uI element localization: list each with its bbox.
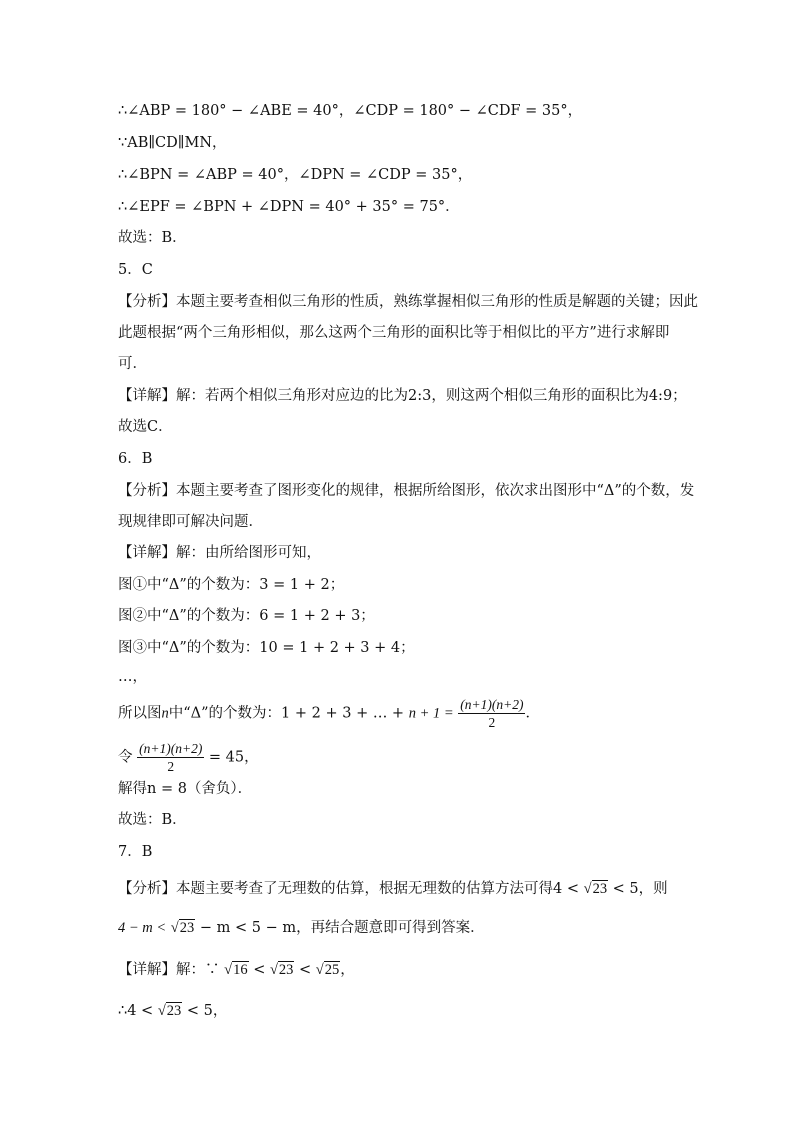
formula-text: < 5，则 bbox=[612, 881, 668, 897]
detail-line: 【详解】解：若两个相似三角形对应边的比为2:3，则这两个相似三角形的面积比为4:9； bbox=[118, 388, 687, 404]
question-number: 7．B bbox=[118, 844, 153, 860]
analysis-line: 此题根据“两个三角形相似，那么这两个三角形的面积比等于相似比的平方”进行求解即 bbox=[118, 325, 670, 341]
analysis-line: 可． bbox=[118, 356, 147, 372]
formula-text: − m < 5 − m，再结合题意即可得到答案． bbox=[199, 920, 485, 936]
formula-text: 令 bbox=[118, 749, 133, 766]
formula-text: ， bbox=[340, 962, 355, 978]
formula-text: 【详解】解：∵ bbox=[118, 962, 220, 978]
sqrt: √23 bbox=[157, 1003, 182, 1019]
formula-line bbox=[118, 740, 698, 775]
sqrt: √23 bbox=[583, 881, 608, 897]
text-line: 故选：B． bbox=[118, 230, 187, 246]
formula-text: 所以图 bbox=[118, 705, 162, 722]
fraction bbox=[458, 696, 525, 731]
text-line: …， bbox=[118, 669, 147, 685]
sqrt: √23 bbox=[170, 920, 195, 936]
text-line: ∵AB∥CD∥MN， bbox=[118, 135, 227, 151]
sqrt: √23 bbox=[269, 962, 294, 978]
formula-text: ． bbox=[525, 705, 540, 722]
formula-text: n + 1 = bbox=[408, 705, 454, 722]
text-line: ∴∠ABP = 180° − ∠ABE = 40°，∠CDP = 180° − ∠CDF = 35°， bbox=[118, 103, 583, 119]
analysis-line: 【分析】本题主要考查相似三角形的性质，熟练掌握相似三角形的性质是解题的关键；因此 bbox=[118, 294, 698, 310]
formula-line bbox=[118, 696, 698, 731]
fraction-numerator: (n+1)(n+2) bbox=[460, 697, 524, 712]
text-line: ∴∠BPN = ∠ABP = 40°，∠DPN = ∠CDP = 35°， bbox=[118, 167, 473, 183]
fraction-denominator: 2 bbox=[167, 759, 175, 774]
text-line: 解得n = 8（舍负）． bbox=[118, 781, 253, 797]
analysis-line: 【分析】本题主要考查了图形变化的规律，根据所给图形，依次求出图形中“Δ”的个数，发 bbox=[118, 483, 695, 499]
fraction bbox=[137, 740, 204, 775]
radicand: 16 bbox=[233, 962, 248, 978]
question-number: 6．B bbox=[118, 451, 153, 467]
radicand: 23 bbox=[166, 1003, 182, 1019]
fraction-numerator: (n+1)(n+2) bbox=[139, 741, 203, 756]
analysis-line bbox=[118, 918, 698, 938]
sqrt: √25 bbox=[315, 962, 340, 978]
formula-text: < bbox=[299, 962, 312, 978]
formula-text: = 45， bbox=[208, 749, 259, 766]
formula-text: < 5， bbox=[186, 1003, 228, 1019]
variable-n: n bbox=[161, 705, 169, 722]
formula-text: < bbox=[253, 962, 266, 978]
detail-line bbox=[118, 960, 698, 980]
radicand: 23 bbox=[592, 881, 608, 897]
analysis-line bbox=[118, 879, 698, 899]
detail-line: 【详解】解：由所给图形可知， bbox=[118, 545, 321, 561]
formula-text: ∴4 < bbox=[118, 1003, 154, 1019]
text-line: 故选：B． bbox=[118, 812, 187, 828]
question-number: 5．C bbox=[118, 262, 153, 278]
formula-text: 【分析】本题主要考查了无理数的估算，根据无理数的估算方法可得4 < bbox=[118, 881, 579, 897]
formula-text: 4 − m < bbox=[118, 920, 167, 936]
radicand: 23 bbox=[179, 920, 195, 936]
text-line: 故选C． bbox=[118, 419, 173, 435]
text-line bbox=[118, 1001, 698, 1021]
formula-text: 中“Δ”的个数为：1 + 2 + 3 + … + bbox=[168, 705, 409, 722]
text-line: ∴∠EPF = ∠BPN + ∠DPN = 40° + 35° = 75°． bbox=[118, 199, 460, 215]
text-line: 图①中“Δ”的个数为：3 = 1 + 2； bbox=[118, 577, 345, 593]
sqrt: √16 bbox=[224, 962, 248, 978]
analysis-line: 现规律即可解决问题． bbox=[118, 514, 263, 530]
radicand: 23 bbox=[278, 962, 294, 978]
text-line: 图③中“Δ”的个数为：10 = 1 + 2 + 3 + 4； bbox=[118, 640, 415, 656]
text-line: 图②中“Δ”的个数为：6 = 1 + 2 + 3； bbox=[118, 608, 375, 624]
radicand: 25 bbox=[324, 962, 340, 978]
fraction-denominator: 2 bbox=[488, 715, 496, 730]
